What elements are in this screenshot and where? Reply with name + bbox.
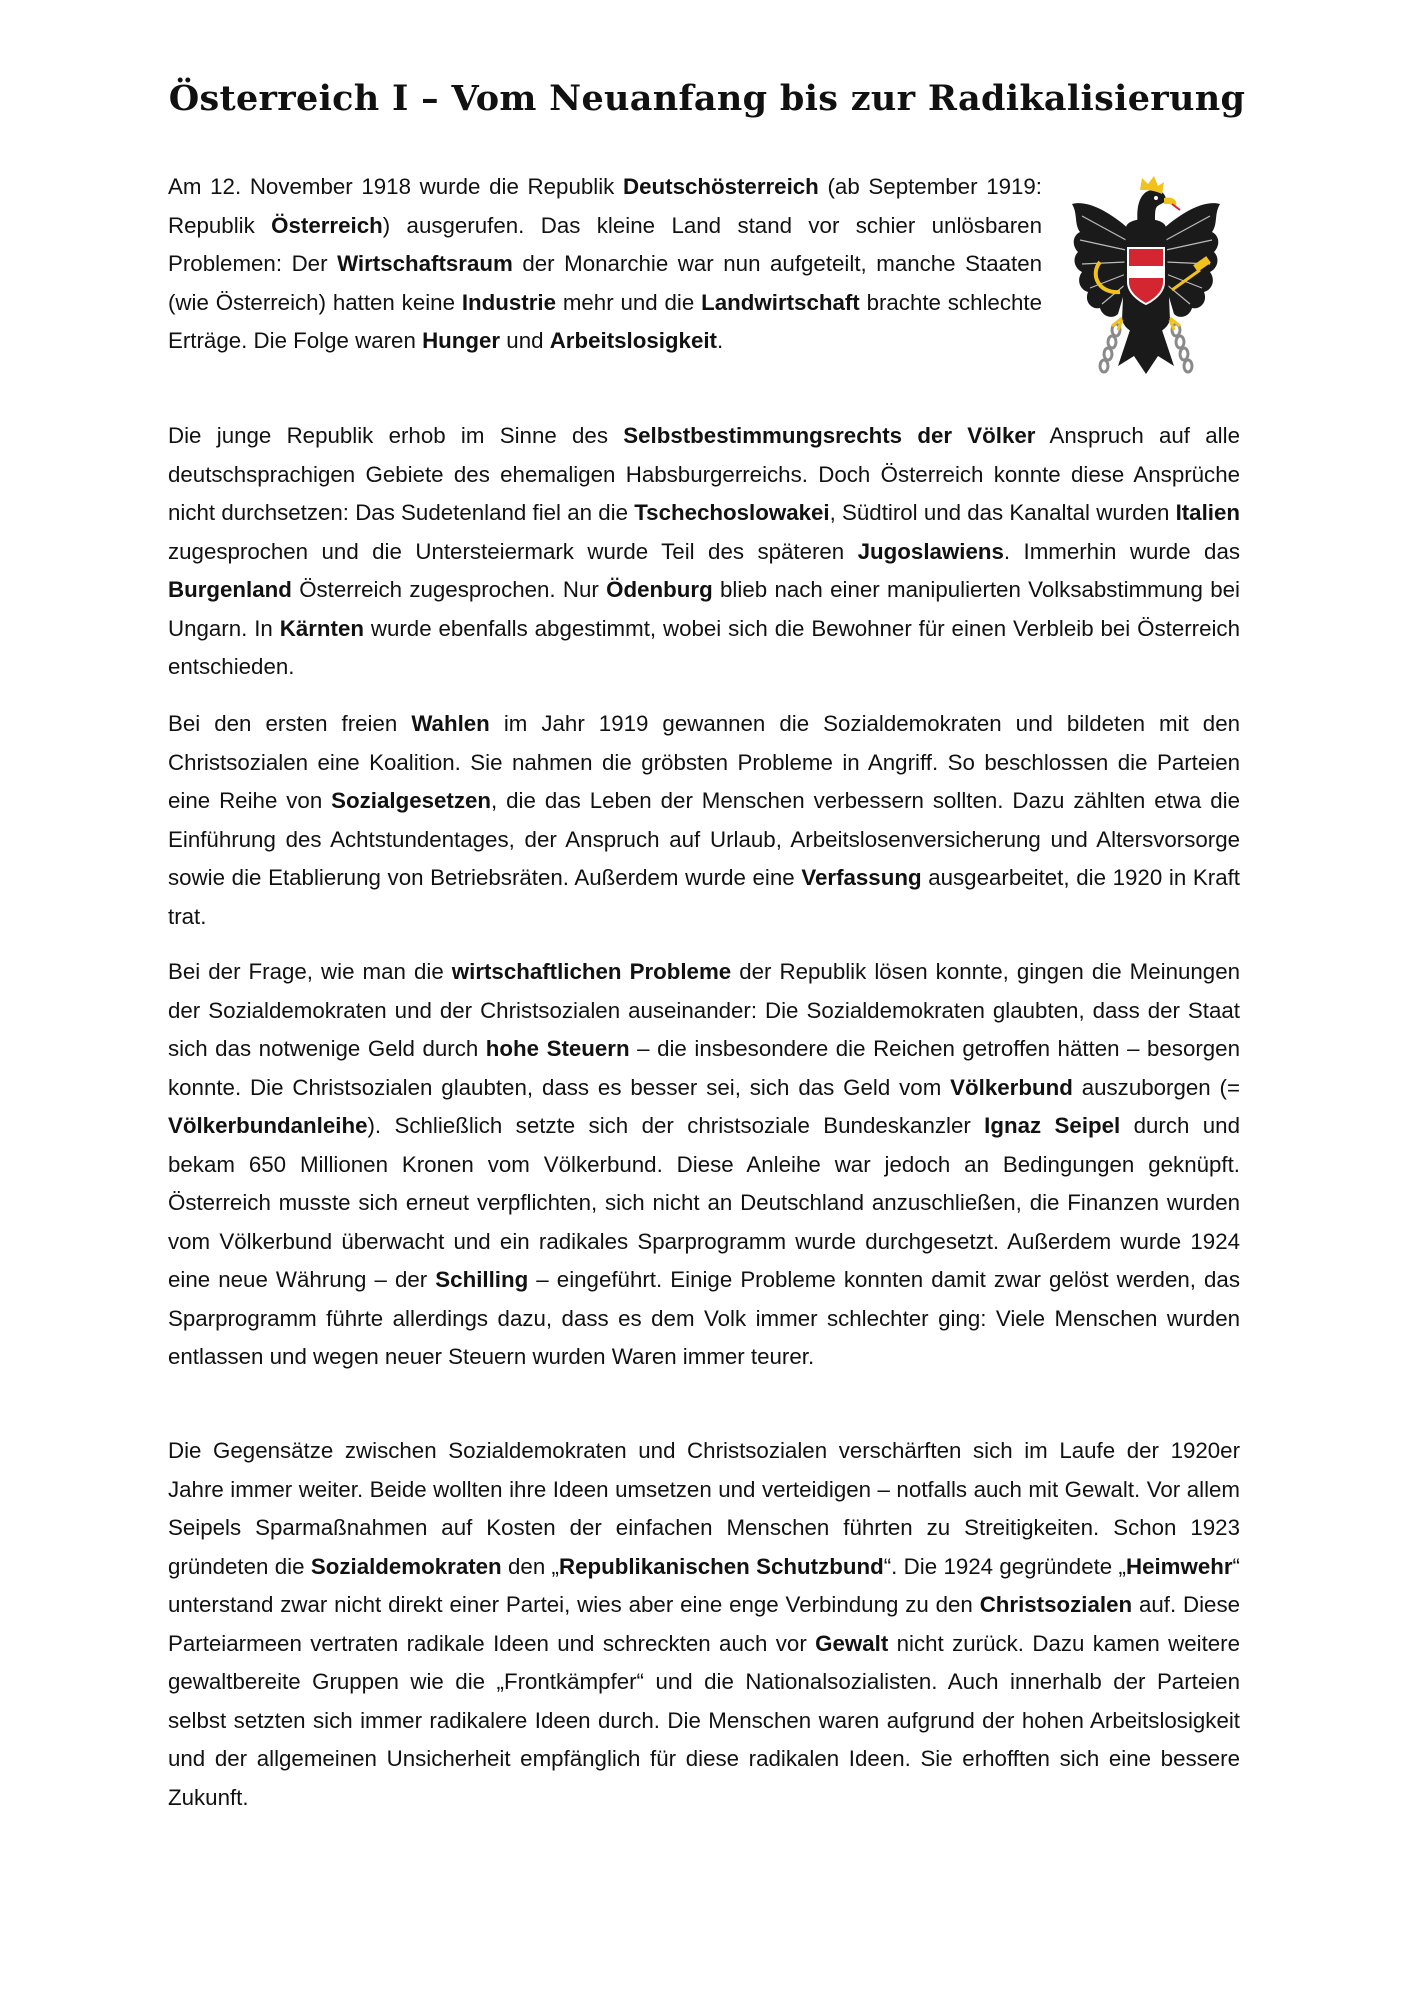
text-run: Österreich zugesprochen. Nur: [291, 577, 607, 602]
text-run: – eingeführt. Einige Probleme konnten damit zwar gelöst werden, das Sparprogramm führte allerdings dazu, dass es dem Volk immer schlechter ging: Viele Menschen wurden entlassen und wegen neuer Steuern wurden Waren immer teurer.: [168, 1267, 1240, 1369]
bold-term: Ignaz Seipel: [984, 1113, 1121, 1138]
bold-term: Sozialdemokraten: [310, 1553, 502, 1579]
text-run: . Immerhin wurde das: [1003, 538, 1240, 564]
text-run: Bei der Frage, wie man die: [168, 959, 452, 984]
bold-term: Arbeitslosigkeit: [549, 328, 717, 353]
bold-term: Heimwehr: [1125, 1553, 1233, 1579]
text-run: (ab September 1919: Republik: [168, 174, 1042, 238]
text-run: Die junge Republik erhob im Sinne des: [168, 423, 624, 448]
bold-term: Landwirtschaft: [701, 289, 860, 315]
text-run: , Südtirol und das Kanaltal wurden: [829, 500, 1176, 525]
text-run: ausgearbeitet, die 1920 in Kraft trat.: [168, 865, 1240, 929]
text-run: brachte schlechte Erträge. Die Folge waren: [168, 289, 1042, 353]
text-run: “ unterstand zwar nicht direkt einer Partei, wies aber eine enge Verbindung zu den: [168, 1553, 1240, 1617]
bold-term: Ödenburg: [606, 577, 713, 602]
paragraph-radicalization: [168, 1432, 1240, 1817]
text-run: , die das Leben der Menschen verbessern sollten. Dazu zählten etwa die Einführung des Achtstundentages, der Anspruch auf Urlaub, Arbeitslosenversicherung und Altersvorsorge sowie die Etablierung von Betriebsräten. Außerdem wurde eine: [168, 788, 1240, 890]
austrian-eagle-coat-of-arms-icon: [1068, 170, 1224, 392]
text-run: und: [500, 328, 550, 353]
paragraph-elections: [168, 705, 1240, 936]
text-run: auszuborgen (=: [1072, 1074, 1240, 1100]
document-title: Österreich I – Vom Neuanfang bis zur Radikalisierung: [168, 78, 1246, 119]
text-run: – die insbesondere die Reichen getroffen hätten – besorgen konnte. Die Christsozialen glaubten, dass es besser sei, sich das Geld vom: [168, 1036, 1240, 1100]
text-run: der Monarchie war nun aufgeteilt, manche Staaten (wie Österreich) hatten keine: [168, 251, 1043, 315]
bold-term: Gewalt: [815, 1630, 889, 1656]
text-run: durch und bekam 650 Millionen Kronen vom Völkerbund. Diese Anleihe war jedoch an Bedingungen geknüpft. Österreich musste sich erneut verpflichten, sich nicht an Deutschland anzuschließen, die Finanzen wurden vom Völkerbund überwacht und ein radikales Sparprogramm wurde durchgesetzt. Außerdem wurde 1924 eine neue Währung – der: [168, 1113, 1240, 1292]
text-run: Anspruch auf alle deutschsprachigen Gebiete des ehemaligen Habsburgerreichs. Doch Österreich konnte diese Ansprüche nicht durchsetzen: Das Sudetenland fiel an die: [168, 423, 1240, 525]
text-run: .: [716, 328, 724, 353]
text-run: auf. Diese Parteiarmeen vertraten radikale Ideen und schreckten auch vor: [168, 1592, 1240, 1656]
bold-term: Sozialgesetzen: [331, 788, 492, 813]
text-run: Die Gegensätze zwischen Sozialdemokraten und Christsozialen verschärften sich im Laufe der 1920er Jahre immer weiter. Beide wollten ihre Ideen umsetzen und verteidigen – notfalls auch mit Gewalt. Vor allem Seipels Sparmaßnahmen auf Kosten der einfachen Menschen führten zu Streitigkeiten. Schon 1923 gründeten die: [168, 1438, 1240, 1579]
text-run: ). Schließlich setzte sich der christsoziale Bundeskanzler: [367, 1113, 985, 1138]
bold-term: Wahlen: [411, 711, 490, 736]
bold-term: Christsozialen: [979, 1592, 1133, 1617]
text-run: ) ausgerufen. Das kleine Land stand vor schier unlösbaren Problemen: Der: [168, 212, 1042, 276]
bold-term: Österreich: [271, 212, 383, 238]
bold-term: Italien: [1175, 500, 1240, 525]
bold-term: Völkerbundanleihe: [168, 1113, 368, 1138]
text-run: Am 12. November 1918 wurde die Republik: [168, 174, 624, 199]
bold-term: Hunger: [422, 328, 501, 353]
bold-term: Jugoslawiens: [857, 538, 1004, 564]
paragraph-economy: [168, 953, 1240, 1377]
bold-term: Kärnten: [279, 615, 364, 641]
text-run: blieb nach einer manipulierten Volksabstimmung bei Ungarn. In: [168, 577, 1240, 641]
text-run: wurde ebenfalls abgestimmt, wobei sich die Bewohner für einen Verbleib bei Österreich entschieden.: [168, 615, 1240, 679]
bold-term: Schilling: [435, 1267, 529, 1292]
text-run: nicht zurück. Dazu kamen weitere gewaltbereite Gruppen wie die „Frontkämpfer“ und die Nationalsozialisten. Auch innerhalb der Parteien selbst setzten sich immer radikalere Ideen durch. Die Menschen waren aufgrund der hohen Arbeitslosigkeit und der allgemeinen Unsicherheit empfänglich für diese radikalen Ideen. Sie erhofften sich eine bessere Zukunft.: [168, 1630, 1240, 1810]
bold-term: Tschechoslowakei: [634, 500, 830, 525]
bold-term: Industrie: [461, 289, 556, 315]
bold-term: wirtschaftlichen Probleme: [451, 959, 732, 984]
text-run: mehr und die: [555, 289, 702, 315]
bold-term: Wirtschaftsraum: [337, 251, 513, 276]
bold-term: Verfassung: [801, 865, 922, 890]
bold-term: hohe Steuern: [485, 1036, 630, 1061]
bold-term: Selbstbestimmungsrechts der Völker: [623, 423, 1036, 448]
text-run: Bei den ersten freien: [168, 711, 412, 736]
paragraph-founding: [168, 168, 1042, 361]
bold-term: Deutschösterreich: [623, 174, 819, 199]
bold-term: Völkerbund: [950, 1074, 1073, 1100]
text-run: im Jahr 1919 gewannen die Sozialdemokraten und bildeten mit den Christsozialen eine Koalition. Sie nahmen die gröbsten Probleme in Angriff. So beschlossen die Parteien eine Reihe von: [168, 711, 1240, 813]
paragraph-territories: [168, 417, 1240, 687]
bold-term: Republikanischen Schutzbund: [558, 1553, 884, 1579]
text-run: der Republik lösen konnte, gingen die Meinungen der Sozialdemokraten und der Christsozialen auseinander: Die Sozialdemokraten glaubten, dass der Staat sich das notwenige Geld durch: [168, 959, 1240, 1061]
text-run: den „: [501, 1553, 559, 1579]
bold-term: Burgenland: [168, 577, 292, 602]
text-run: zugesprochen und die Untersteiermark wurde Teil des späteren: [168, 538, 858, 564]
text-run: “. Die 1924 gegründete „: [883, 1553, 1126, 1579]
